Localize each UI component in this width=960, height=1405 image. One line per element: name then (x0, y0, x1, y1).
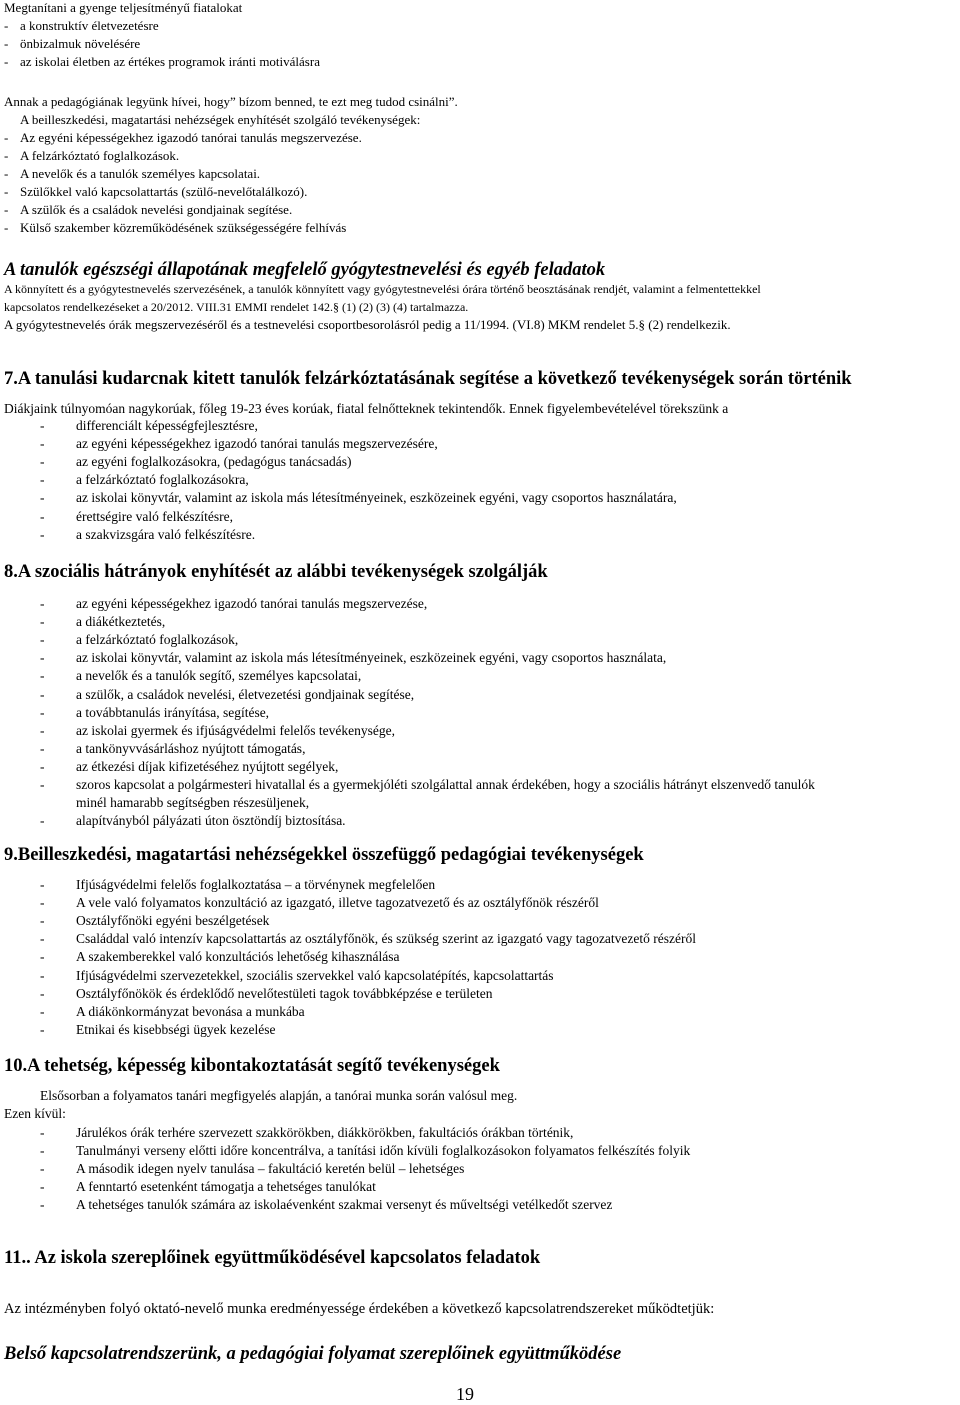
list-item: az egyéni foglalkozásokra, (pedagógus tanácsadás) (76, 454, 352, 470)
list-item: az iskolai életben az értékes programok iránti motiválásra (20, 54, 320, 69)
section-heading: 10.A tehetség, képesség kibontakoztatását segítő tevékenységek (4, 1056, 500, 1076)
bullet-dash: - (4, 54, 9, 69)
bullet-dash: - (4, 148, 9, 163)
bullet-dash: - (4, 18, 9, 33)
bullet-dash: - (40, 758, 45, 774)
bullet-dash: - (40, 508, 45, 524)
list-item: A nevelők és a tanulók személyes kapcsolatai. (20, 166, 261, 181)
list-item: a tankönyvvásárláshoz nyújtott támogatás, (76, 740, 306, 756)
bullet-dash: - (40, 949, 45, 965)
bullet-dash: - (40, 632, 45, 648)
list-item: a továbbtanulás irányítása, segítése, (76, 704, 270, 720)
list-item: A szülők és a családok nevelési gondjainak segítése. (20, 202, 293, 217)
list-item: A fenntartó esetenként támogatja a tehetséges tanulókat (76, 1179, 376, 1195)
paragraph-line: Elsősorban a folyamatos tanári megfigyelés alapján, a tanórai munka során valósul meg. (40, 1088, 518, 1103)
bullet-dash: - (40, 777, 45, 792)
bullet-dash: - (40, 454, 45, 470)
list-item: az étkezési díjak kifizetéséhez nyújtott segélyek, (76, 758, 339, 774)
list-item: A diákönkormányzat bevonása a munkába (76, 1003, 305, 1019)
list-item: A szakemberekkel való konzultációs lehetőség kihasználása (76, 949, 400, 965)
bullet-dash: - (40, 1179, 45, 1195)
list-item: az egyéni képességekhez igazodó tanórai tanulás megszervezésére, (76, 436, 438, 452)
bullet-dash: - (4, 184, 9, 199)
bullet-dash: - (40, 668, 45, 684)
list-item: differenciált képességfejlesztésre, (76, 418, 258, 433)
list-item: alapítványból pályázati úton ösztöndíj biztosítása. (76, 813, 346, 829)
paragraph-line: Az intézményben folyó oktató-nevelő munka eredményessége érdekében a következő kapcsolatrendszereket működtetjük: (4, 1301, 715, 1317)
list-item: Osztályfőnökök és érdeklődő nevelőtestületi tagok továbbképzése e területen (76, 985, 493, 1001)
bullet-dash: - (40, 967, 45, 983)
section-heading: 11.. Az iskola szereplőinek együttműködésével kapcsolatos feladatok (4, 1248, 541, 1268)
bullet-dash: - (40, 704, 45, 720)
list-item: a szülők, a családok nevelési, életvezetési gondjainak segítése, (76, 686, 415, 702)
list-item: A második idegen nyelv tanulása – fakultáció keretén belül – lehetséges (76, 1161, 465, 1177)
list-item: Járulékos órák terhére szervezett szakkörökben, diákkörökben, fakultációs órákban történik, (76, 1125, 574, 1140)
list-item: a konstruktív életvezetésre (20, 18, 159, 33)
list-item: szoros kapcsolat a polgármesteri hivatallal és a gyermekjóléti szolgálattal annak érdekében, hogy a szociális hátrányt elszenvedő tanulók (76, 777, 815, 792)
bullet-dash: - (40, 1021, 45, 1037)
section-heading: A tanulók egészségi állapotának megfelelő gyógytestnevelési és egyéb feladatok (4, 260, 606, 280)
list-item: Ifjúságvédelmi felelős foglalkoztatása – a törvénynek megfelelően (76, 877, 436, 892)
list-item: Szülőkkel való kapcsolattartás (szülő-nevelőtalálkozó). (20, 184, 308, 199)
section-heading: 9.Beilleszkedési, magatartási nehézségekkel összefüggő pedagógiai tevékenységek (4, 845, 644, 865)
bullet-dash: - (4, 220, 9, 235)
list-item: Családdal való intenzív kapcsolattartás az osztályfőnök, és szükség szerint az igazgató vagy tagozatvezető részéről (76, 931, 696, 947)
bullet-dash: - (40, 913, 45, 929)
list-item: Külső szakember közreműködésének szükségességére felhívás (20, 220, 347, 235)
paragraph-line: Ezen kívül: (4, 1106, 66, 1121)
text-line: A beilleszkedési, magatartási nehézségek enyhítését szolgáló tevékenységek: (20, 112, 421, 127)
list-item: Ifjúságvédelmi szervezetekkel, szociális szervekkel való kapcsolatépítés, kapcsolattartás (76, 967, 554, 983)
paragraph-line: A gyógytestnevelés órák megszervezéséről és a testnevelési csoportbesorolásról pedig a 11/1994. (VI.8) MKM rendelet 5.§ (2) rendelkezik. (4, 317, 731, 332)
bullet-dash: - (40, 418, 45, 433)
list-item: az egyéni képességekhez igazodó tanórai tanulás megszervezése, (76, 596, 428, 611)
bullet-dash: - (40, 1003, 45, 1019)
bullet-dash: - (40, 877, 45, 892)
text-line: Megtanítani a gyenge teljesítményű fiatalokat (4, 0, 243, 15)
section-heading: 7.A tanulási kudarcnak kitett tanulók felzárkóztatásának segítése a következő tevékenységek során történik (4, 369, 852, 389)
bullet-dash: - (4, 36, 9, 51)
list-item: az iskolai könyvtár, valamint az iskola más létesítményeinek, eszközeinek egyéni, vagy csoportos használatára, (76, 490, 677, 506)
section-heading: 8.A szociális hátrányok enyhítését az alábbi tevékenységek szolgálják (4, 562, 548, 582)
page-number: 19 (456, 1384, 474, 1404)
bullet-dash: - (40, 722, 45, 738)
list-item: A felzárkóztató foglalkozások. (20, 148, 180, 163)
list-item: a diákétkeztetés, (76, 614, 166, 630)
bullet-dash: - (40, 1161, 45, 1177)
list-item: Tanulmányi verseny előtti időre koncentrálva, a tanítási időn kívüli foglalkozásokon folyamatos felkészítés folyik (76, 1143, 691, 1159)
list-item: a felzárkóztató foglalkozásokra, (76, 472, 249, 488)
list-item: A tehetséges tanulók számára az iskolaévenként szakmai versenyt és műveltségi vetélkedőt szervez (76, 1197, 613, 1213)
paragraph-line: Diákjaink túlnyomóan nagykorúak, főleg 19-23 éves korúak, fiatal felnőtteknek tekintendők. Ennek figyelembevételével törekszünk a (4, 401, 729, 416)
list-item: önbizalmuk növelésére (20, 36, 141, 51)
list-item: Az egyéni képességekhez igazodó tanórai tanulás megszervezése. (20, 130, 362, 145)
bullet-dash: - (40, 985, 45, 1001)
list-item: a nevelők és a tanulók segítő, személyes kapcsolatai, (76, 668, 362, 684)
list-item: az iskolai gyermek és ifjúságvédelmi felelős tevékenysége, (76, 722, 396, 738)
bullet-dash: - (40, 1143, 45, 1159)
list-item: A vele való folyamatos konzultáció az igazgató, illetve tagozatvezető és az osztályfőnök részéről (76, 895, 599, 911)
bullet-dash: - (40, 931, 45, 947)
list-item: az iskolai könyvtár, valamint az iskola más létesítményeinek, eszközeinek egyéni, vagy csoportos használata, (76, 650, 667, 666)
bullet-dash: - (40, 1125, 45, 1140)
bullet-dash: - (40, 526, 45, 542)
bullet-dash: - (40, 650, 45, 666)
bullet-dash: - (40, 596, 45, 611)
list-item: a felzárkóztató foglalkozások, (76, 632, 239, 648)
bullet-dash: - (40, 1197, 45, 1213)
bullet-dash: - (40, 813, 45, 829)
bullet-dash: - (4, 130, 9, 145)
bullet-dash: - (40, 490, 45, 506)
sub-heading: Belső kapcsolatrendszerünk, a pedagógiai folyamat szereplőinek együttműködése (4, 1344, 622, 1364)
bullet-dash: - (40, 614, 45, 630)
list-item-continuation: minél hamarabb segítségben részesüljenek, (76, 795, 310, 811)
bullet-dash: - (40, 436, 45, 452)
paragraph-line: A könnyített és a gyógytestnevelés szervezésének, a tanulók könnyített vagy gyógytestnevelési órára történő beosztásának rendjét, valamint a felmentettekkel (4, 282, 761, 296)
bullet-dash: - (40, 740, 45, 756)
bullet-dash: - (40, 895, 45, 911)
list-item: érettségire való felkészítésre, (76, 508, 234, 524)
bullet-dash: - (40, 686, 45, 702)
list-item: Osztályfőnöki egyéni beszélgetések (76, 913, 270, 929)
text-line: Annak a pedagógiának legyünk hívei, hogy” bízom benned, te ezt meg tudod csinálni”. (4, 94, 458, 109)
bullet-dash: - (40, 472, 45, 488)
list-item: Etnikai és kisebbségi ügyek kezelése (76, 1021, 276, 1037)
paragraph-line: kapcsolatos rendelkezéseket a 20/2012. VIII.31 EMMI rendelet 142.§ (1) (2) (3) (4) tartalmazza. (4, 300, 469, 314)
bullet-dash: - (4, 166, 9, 181)
list-item: a szakvizsgára való felkészítésre. (76, 526, 256, 542)
bullet-dash: - (4, 202, 9, 217)
